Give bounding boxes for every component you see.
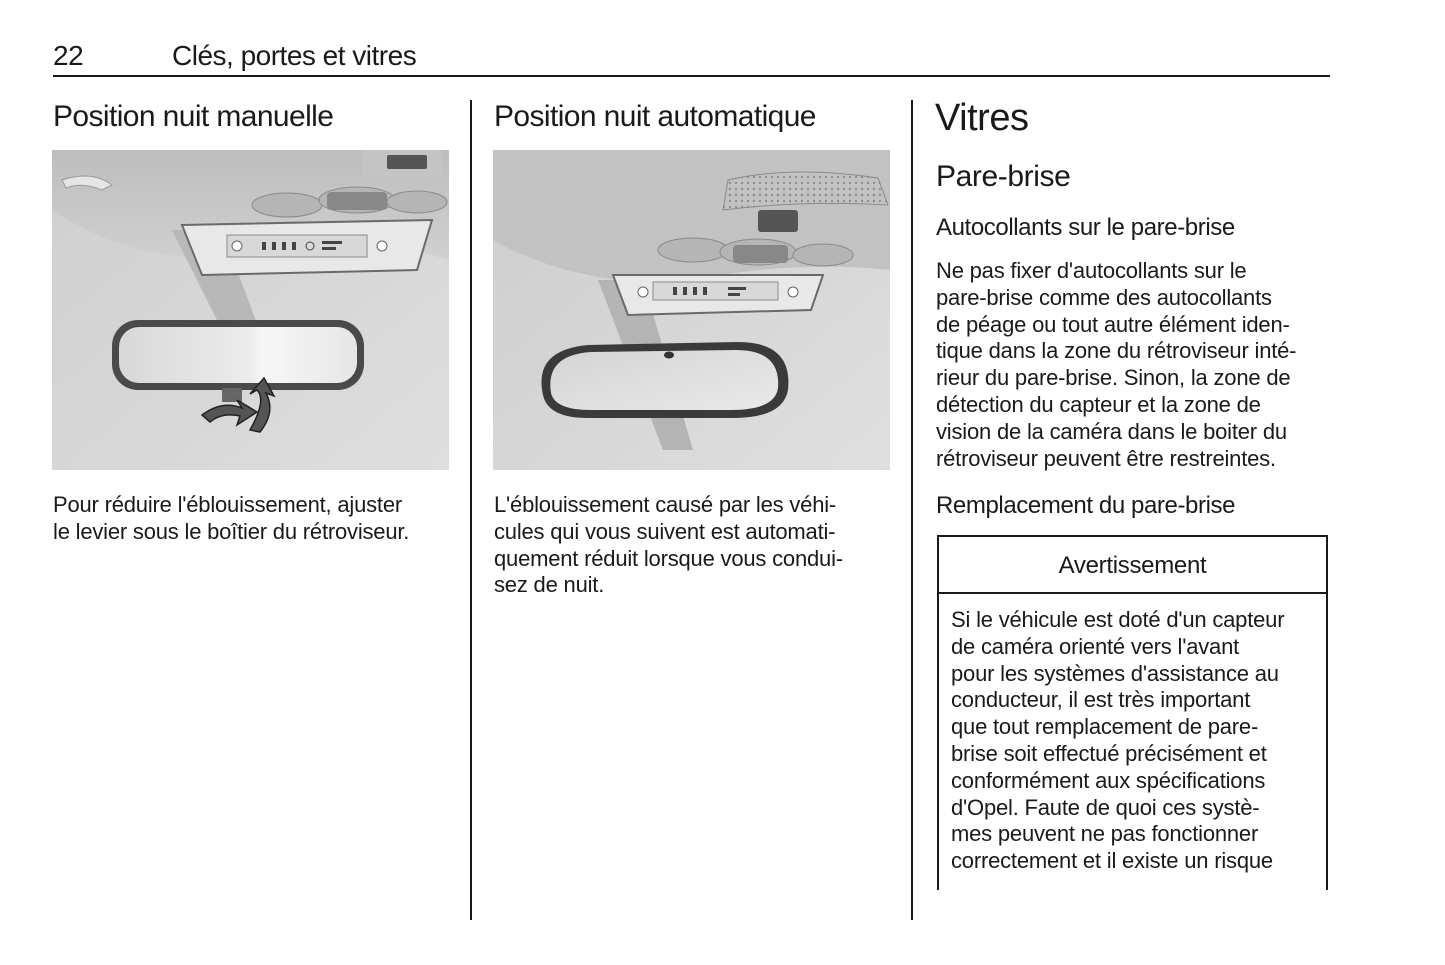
column-divider bbox=[470, 100, 472, 920]
text-line: quement réduit lorsque vous condui- bbox=[494, 545, 843, 571]
text-line: conducteur, il est très important bbox=[951, 687, 1251, 713]
warning-title: Avertissement bbox=[939, 537, 1326, 594]
auto-night-text bbox=[494, 492, 843, 599]
text-line: pare-brise comme des autocollants bbox=[936, 284, 1272, 310]
text-line: tique dans la zone du rétroviseur inté- bbox=[936, 338, 1297, 364]
text-line: mes peuvent ne pas fonctionner bbox=[951, 821, 1259, 847]
warning-box bbox=[937, 535, 1328, 890]
text-line: de péage ou tout autre élément iden- bbox=[936, 311, 1290, 337]
text-line: rétroviseur peuvent être restreintes. bbox=[936, 445, 1276, 471]
text-line: rieur du pare-brise. Sinon, la zone de bbox=[936, 365, 1291, 391]
section-heading-auto-night: Position nuit automatique bbox=[494, 100, 816, 133]
text-line: d'Opel. Faute de quoi ces systè- bbox=[951, 794, 1260, 820]
section-title-replacement: Remplacement du pare-brise bbox=[936, 492, 1236, 519]
text-line: brise soit effectué précisément et bbox=[951, 740, 1267, 766]
text-line: Pour réduire l'éblouissement, ajuster bbox=[53, 492, 402, 517]
chapter-heading-vitres: Vitres bbox=[935, 97, 1029, 139]
subheading-pare-brise: Pare-brise bbox=[936, 160, 1071, 193]
text-line: correctement et il existe un risque bbox=[951, 848, 1273, 874]
text-line: vision de la caméra dans le boiter du bbox=[936, 418, 1287, 444]
text-line: détection du capteur et la zone de bbox=[936, 391, 1261, 417]
section-title-stickers: Autocollants sur le pare-brise bbox=[936, 214, 1235, 241]
text-line: sez de nuit. bbox=[494, 572, 605, 598]
text-line: Si le véhicule est doté d'un capteur bbox=[951, 607, 1285, 632]
text-line: pour les systèmes d'assistance au bbox=[951, 660, 1279, 686]
chapter-title: Clés, portes et vitres bbox=[172, 40, 417, 71]
section-heading-manual-night: Position nuit manuelle bbox=[53, 100, 334, 133]
text-line: le levier sous le boîtier du rétroviseur. bbox=[53, 518, 410, 544]
manual-night-text bbox=[53, 492, 409, 546]
stickers-text bbox=[936, 258, 1296, 472]
text-line: cules qui vous suivent est automati- bbox=[494, 518, 836, 544]
text-line: de caméra orienté vers l'avant bbox=[951, 633, 1240, 659]
header-rule bbox=[53, 75, 1330, 77]
text-line: conformément aux spécifications bbox=[951, 767, 1266, 793]
text-line: que tout remplacement de pare- bbox=[951, 714, 1259, 740]
text-line: L'éblouissement causé par les véhi- bbox=[494, 492, 837, 517]
automatic-night-mirror-illustration bbox=[493, 150, 890, 470]
warning-text bbox=[951, 607, 1284, 875]
page-number: 22 bbox=[53, 40, 84, 71]
manual-night-mirror-illustration bbox=[52, 150, 449, 470]
text-line: Ne pas fixer d'autocollants sur le bbox=[936, 258, 1247, 283]
column-divider bbox=[911, 100, 913, 920]
